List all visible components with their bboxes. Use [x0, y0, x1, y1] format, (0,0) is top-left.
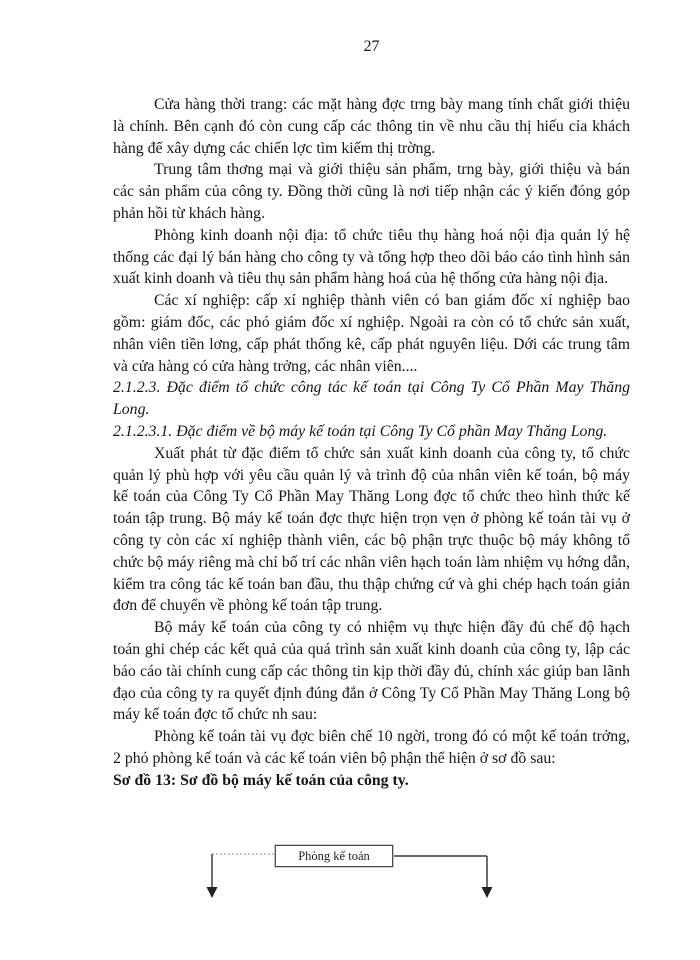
- paragraph-accounting-duty: Bộ máy kế toán của công ty có nhiệm vụ thực hiện đầy đủ chế độ hạch toán ghi chép các kết quả của quá trình sản xuất kinh doanh của công ty, lập các báo cáo tài chính cung cấp các thông tin kịp thời đầy đủ, chính xác giúp ban lãnh đạo của công ty ra quyết định đúng đắn ở Công Ty Cổ Phần May Thăng Long bộ máy kế toán đợc tổ chức nh sau:: [113, 619, 630, 724]
- paragraph-stores: Cửa hàng thời trang: các mặt hàng đợc trng bày mang tính chất giới thiệu là chính. Bên cạnh đó còn cung cấp các thông tin về nhu cầu thị hiếu cỉa khách hàng để xây dựng các chiến lợc tìm kiếm thị trờng.: [113, 96, 630, 157]
- paragraph-accounting-org: Xuất phát từ đặc điểm tổ chức sản xuất kinh doanh của công ty, tổ chức quản lý phù hợp với yêu cầu quản lý và trình độ của nhân viên kế toán, bộ máy kế toán của Công Ty Cổ Phần May Thăng Long đợc tổ chức theo hình thức kế toán tập trung. Bộ máy kế toán đợc thực hiện trọn vẹn ở phòng kế toán tài vụ ở công ty còn các xí nghiệp thành viên, các bộ phận trực thuộc bộ máy không tổ chức bộ máy riêng mà chỉ bố trí các nhân viên hạch toán làm nhiệm vụ hớng dẫn, kiểm tra công tác kế toán ban đầu, thu thập chứng cứ và ghi chép hạch toán giản đơn để chuyển về phòng kế toán tập trung.: [113, 444, 630, 615]
- arrow-down-left-icon: [207, 887, 218, 898]
- org-chart: [0, 838, 700, 913]
- arrow-down-right-icon: [482, 887, 493, 898]
- paragraph-staffing: Phòng kế toán tài vụ đợc biên chế 10 ngời, trong đó có một kế toán trởng, 2 phó phòng kế toán và các kế toán viên bộ phận thể hiện ở sơ đồ sau:: [113, 728, 630, 767]
- page-number: 27: [363, 38, 380, 55]
- heading-2-1-2-3-1: 2.1.2.3.1. Đặc điểm về bộ máy kế toán tại Công Ty Cổ phần May Thăng Long.: [113, 422, 608, 440]
- paragraph-factories: Các xí nghiệp: cấp xí nghiệp thành viên có ban giám đốc xí nghiệp bao gồm: giám đốc, các phó giám đốc xí nghiệp. Ngoài ra còn có tổ chức sản xuất, nhân viên tiền lơng, cấp phát thống kê, cấp phát nguyên liệu. Dới các trung tâm và cửa hàng có cửa hàng trởng, các nhân viên....: [113, 292, 630, 375]
- paragraph-trade-center: Trung tâm thơng mại và giới thiệu sản phẩm, trng bày, giới thiệu và bán các sản phẩm của công ty. Đồng thời cũng là nơi tiếp nhận các ý kiến đóng góp phản hồi từ khách hàng.: [113, 161, 630, 222]
- heading-2-1-2-3: 2.1.2.3. Đặc điểm tổ chức công tác kế toán tại Công Ty Cổ Phần May Thăng Long.: [113, 379, 630, 419]
- org-chart-box-phong-ke-toan: Phòng kế toán: [275, 845, 393, 867]
- diagram-caption: Sơ đồ 13: Sơ đồ bộ máy kế toán của công ty.: [113, 771, 409, 789]
- paragraph-domestic-sales: Phòng kinh doanh nội địa: tổ chức tiêu thụ hàng hoá nội địa quản lý hệ thống các đại lý bán hàng cho công ty và tổng hợp theo dõi báo cáo tình hình sản xuất kinh doanh và tiêu thụ sản phẩm hàng hoá của hệ thống cửa hàng nội địa.: [113, 226, 630, 288]
- document-body: [113, 94, 630, 792]
